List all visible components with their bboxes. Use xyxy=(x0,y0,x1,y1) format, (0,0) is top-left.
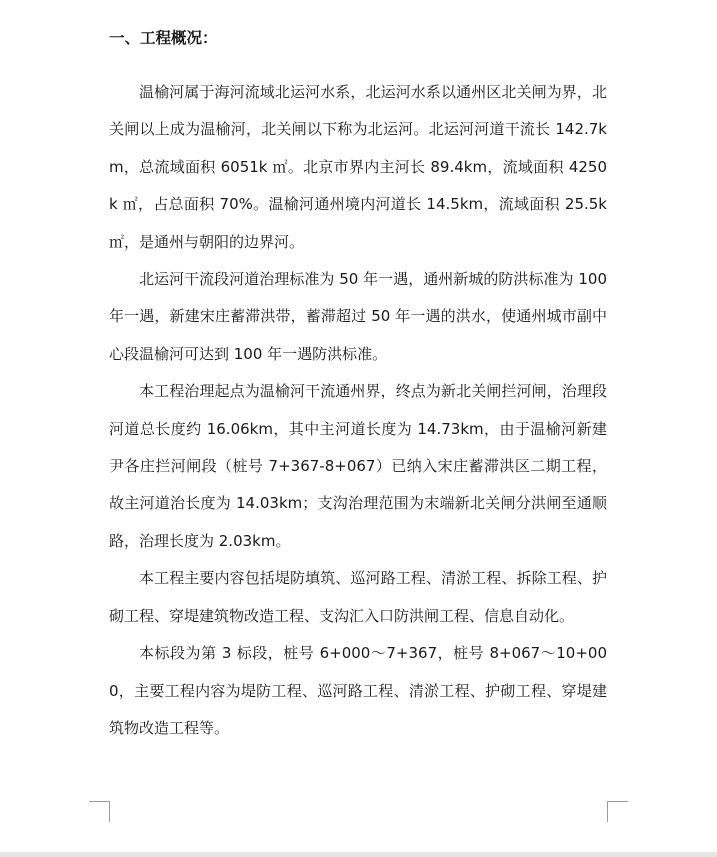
margin-corner-marker-right xyxy=(607,801,628,822)
paragraph-treatment-scope: 本工程治理起点为温榆河干流通州界，终点为新北关闸拦河闸，治理段河道总长度约 16.06km，其中主河道长度为 14.73km，由于温榆河新建尹各庄拦河闸段（桩号 7+367-8+067）已纳入宋庄蓄滞洪区二期工程，故主河道治长度为 14.03km；支沟治理范围为末端新北关闸分洪闸至通顺路，治理长度为 2.03km。 xyxy=(109,382,607,550)
section-heading: 一、工程概况： xyxy=(109,29,218,47)
paragraph-main-content: 本工程主要内容包括堤防填筑、巡河路工程、清淤工程、拆除工程、护砌工程、穿堤建筑物改造工程、支沟汇入口防洪闸工程、信息自动化。 xyxy=(109,569,607,625)
page-bottom-edge xyxy=(0,852,717,857)
document-body xyxy=(109,74,607,747)
paragraph-flood-standard: 北运河干流段河道治理标准为 50 年一遇，通州新城的防洪标准为 100 年一遇，新建宋庄蓄滞洪带，蓄滞超过 50 年一遇的洪水，使通州城市副中心段温榆河可达到 100 年一遇防洪标准。 xyxy=(109,270,607,363)
paragraph-river-overview: 温榆河属于海河流域北运河水系，北运河水系以通州区北关闸为界，北关闸以上成为温榆河，北关闸以下称为北运河。北运河河道干流长 142.7km，总流域面积 6051k ㎡。北京市界内主河长 89.4km，流域面积 4250k ㎡，占总面积 70%。温榆河通州境内河道长 14.5km，流域面积 25.5k ㎡，是通州与朝阳的边界河。 xyxy=(109,83,607,251)
margin-corner-marker-left xyxy=(89,801,110,822)
paragraph-section-three: 本标段为第 3 标段，桩号 6+000～7+367，桩号 8+067～10+000，主要工程内容为堤防工程、巡河路工程、清淤工程、护砌工程、穿堤建筑物改造工程等。 xyxy=(109,644,607,737)
